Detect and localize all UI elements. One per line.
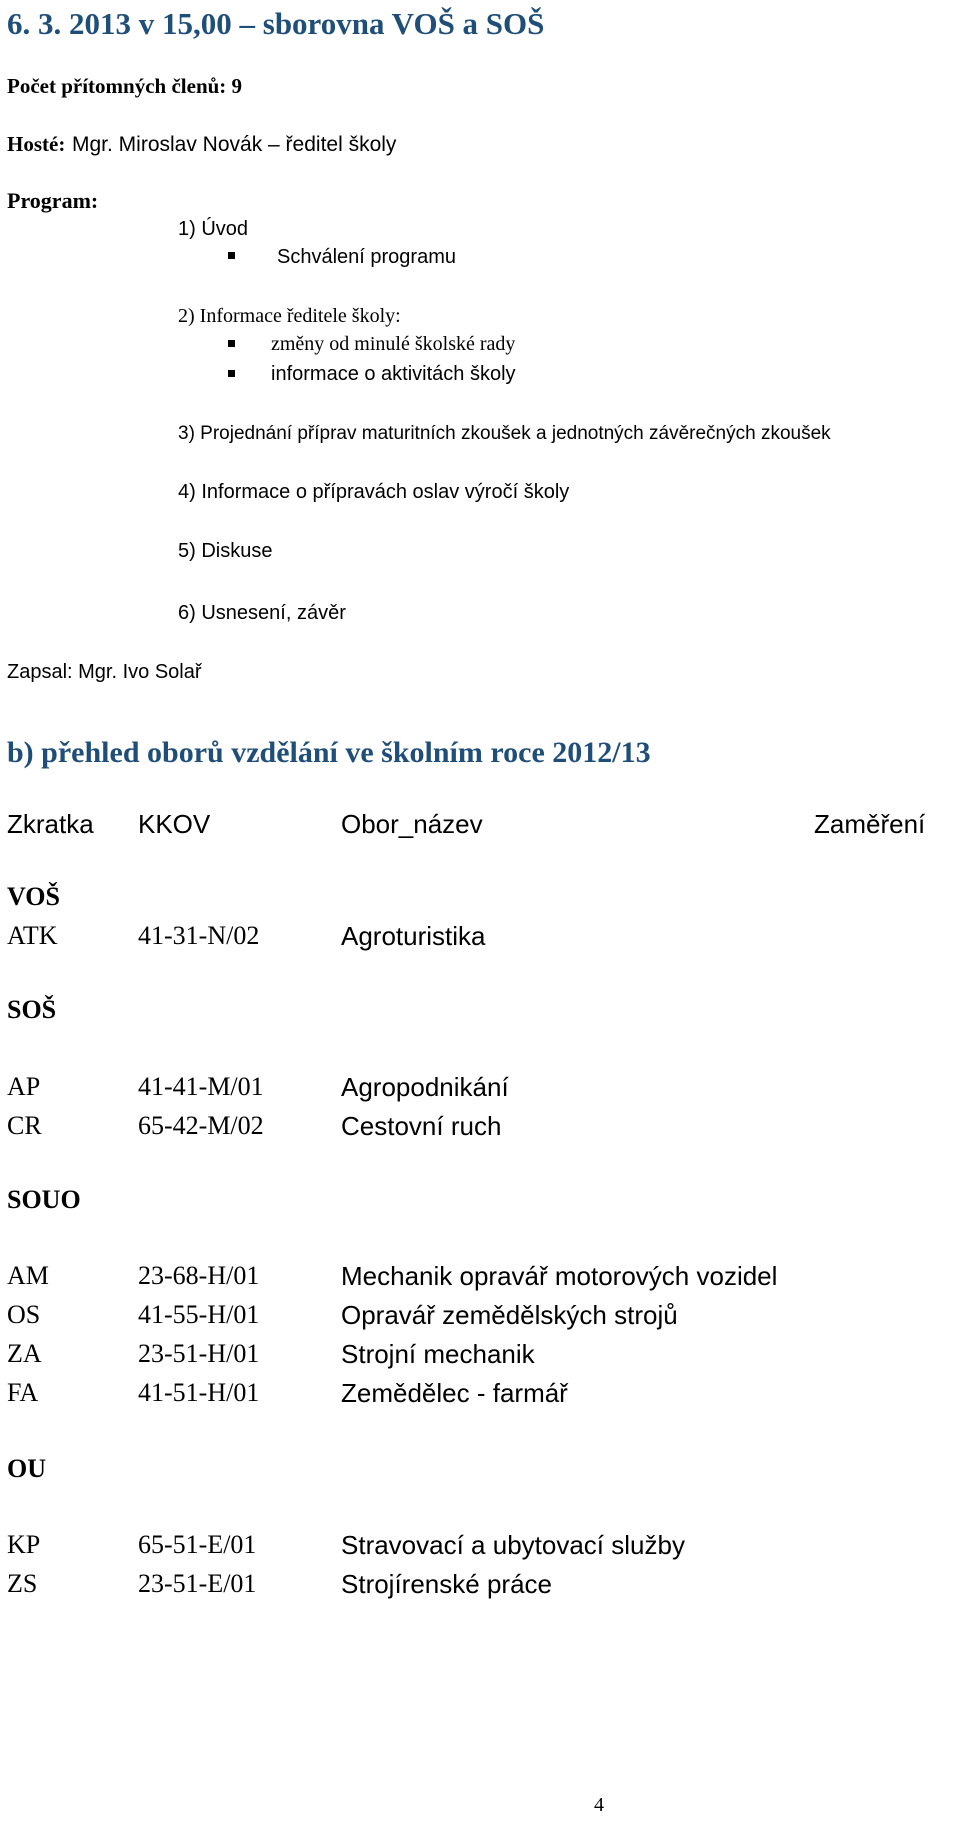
program-item-6: 6) Usnesení, závěr	[178, 602, 346, 624]
bullet-square-icon	[228, 340, 235, 347]
cell-kkov: 41-55-H/01	[138, 1300, 260, 1329]
cell-kkov: 23-51-E/01	[138, 1569, 257, 1598]
program-item-1: 1) Úvod	[178, 218, 249, 240]
cell-field-name: Zemědělec - farmář	[341, 1378, 568, 1408]
header-zkratka: Zkratka	[7, 809, 94, 839]
attendance: Počet přítomných členů: 9	[7, 74, 243, 98]
cell-abbreviation: ZA	[7, 1339, 42, 1368]
cell-abbreviation: ZS	[7, 1569, 38, 1598]
title: 6. 3. 2013 v 15,00 – sborovna VOŠ a SOŠ	[7, 6, 545, 41]
cell-kkov: 23-68-H/01	[138, 1261, 260, 1290]
cell-kkov: 41-31-N/02	[138, 921, 260, 950]
program-item-2: 2) Informace ředitele školy:	[178, 305, 401, 327]
cell-field-name: Agropodnikání	[341, 1072, 509, 1102]
cell-abbreviation: AM	[7, 1261, 49, 1290]
cell-abbreviation: CR	[7, 1111, 42, 1140]
cell-field-name: Cestovní ruch	[341, 1111, 502, 1141]
cell-field-name: Strojní mechanik	[341, 1339, 535, 1369]
bullet-square-icon	[228, 252, 235, 259]
program-item-4: 4) Informace o přípravách oslav výročí školy	[178, 481, 570, 503]
group-heading: SOŠ	[7, 995, 57, 1024]
group-heading: VOŠ	[7, 882, 60, 911]
cell-field-name: Mechanik opravář motorových vozidel	[341, 1261, 778, 1291]
guests-label: Hosté:	[7, 132, 66, 156]
cell-field-name: Opravář zemědělských strojů	[341, 1300, 678, 1330]
cell-abbreviation: ATK	[7, 921, 58, 950]
header-obor-nazev: Obor_název	[341, 809, 483, 839]
program-subitem: informace o aktivitách školy	[271, 363, 516, 385]
group-heading: OU	[7, 1454, 46, 1483]
cell-kkov: 23-51-H/01	[138, 1339, 260, 1368]
cell-kkov: 65-51-E/01	[138, 1530, 257, 1559]
cell-field-name: Strojírenské práce	[341, 1569, 552, 1599]
cell-abbreviation: KP	[7, 1530, 41, 1559]
cell-abbreviation: AP	[7, 1072, 41, 1101]
page-number: 4	[594, 1794, 604, 1816]
header-kkov: KKOV	[138, 809, 211, 839]
cell-abbreviation: FA	[7, 1378, 39, 1407]
group-heading: SOUO	[7, 1185, 81, 1214]
program-item-3: 3) Projednání příprav maturitních zkoušek a jednotných závěrečných zkoušek	[178, 423, 831, 444]
program-subitem: změny od minulé školské rady	[271, 333, 516, 355]
cell-field-name: Agroturistika	[341, 921, 486, 951]
program-label: Program:	[7, 188, 99, 213]
cell-kkov: 41-41-M/01	[138, 1072, 264, 1101]
cell-field-name: Stravovací a ubytovací služby	[341, 1530, 685, 1560]
program-subitem: Schválení programu	[277, 246, 456, 268]
guests-value: Mgr. Miroslav Novák – ředitel školy	[72, 133, 397, 156]
bullet-square-icon	[228, 370, 235, 377]
recorder: Zapsal: Mgr. Ivo Solař	[7, 661, 202, 683]
header-zamereni: Zaměření	[814, 809, 926, 839]
cell-abbreviation: OS	[7, 1300, 41, 1329]
cell-kkov: 65-42-M/02	[138, 1111, 264, 1140]
section-title: b) přehled oborů vzdělání ve školním roce 2012/13	[7, 736, 651, 769]
cell-kkov: 41-51-H/01	[138, 1378, 260, 1407]
program-item-5: 5) Diskuse	[178, 540, 273, 562]
